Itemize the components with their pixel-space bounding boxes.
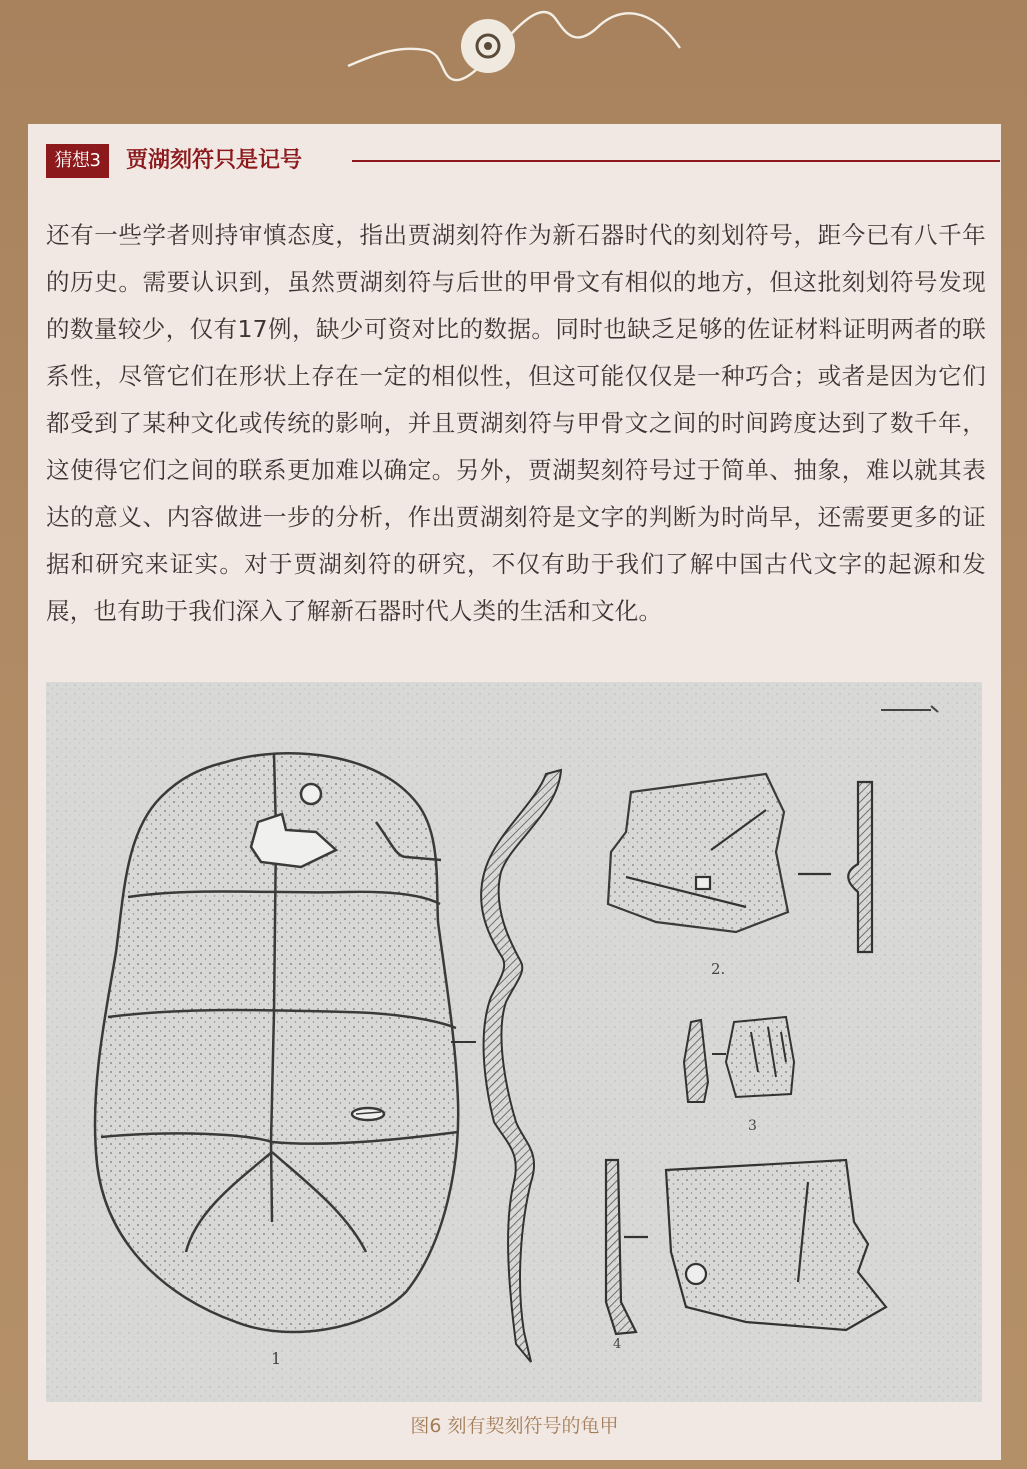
heading-divider [352, 160, 1000, 162]
string-button-ornament [0, 0, 1027, 125]
body-paragraph: 还有一些学者则持审慎态度，指出贾湖刻符作为新石器时代的刻划符号，距今已有八千年的历史。需要认识到，虽然贾湖刻符与后世的甲骨文有相似的地方，但这批刻划符号发现的数量较少，仅有17例，缺少可资对比的数据。同时也缺乏足够的佐证材料证明两者的联系性，尽管它们在形状上存在一定的相似性，但这可能仅仅是一种巧合；或者是因为它们都受到了某种文化或传统的影响，并且贾湖刻符与甲骨文之间的时间跨度达到了数千年，这使得它们之间的联系更加难以确定。另外，贾湖契刻符号过于简单、抽象，难以就其表达的意义、内容做进一步的分析，作出贾湖刻符是文字的判断为时尚早，还需要更多的证据和研究来证实。对于贾湖刻符的研究，不仅有助于我们了解中国古代文字的起源和发展，也有助于我们深入了解新石器时代人类的生活和文化。 [46, 221, 986, 625]
section-title: 贾湖刻符只是记号 [126, 148, 303, 173]
section-heading [46, 144, 982, 180]
figure-label-4: 4 [613, 1337, 622, 1352]
tortoise-shell-figure [46, 682, 982, 1402]
figure-caption: 图6 刻有契刻符号的龟甲 [410, 1415, 619, 1437]
fragment-3-drawing [684, 1017, 794, 1102]
plastron-drawing [95, 753, 458, 1332]
hypothesis-badge: 猜想3 [46, 144, 109, 178]
figure-label-3: 3 [748, 1118, 757, 1134]
figure-label-2: 2. [711, 960, 726, 978]
tortoise-shell-illustration [46, 682, 982, 1402]
figure-label-1: 1 [271, 1349, 282, 1368]
content-card [28, 124, 1001, 1460]
